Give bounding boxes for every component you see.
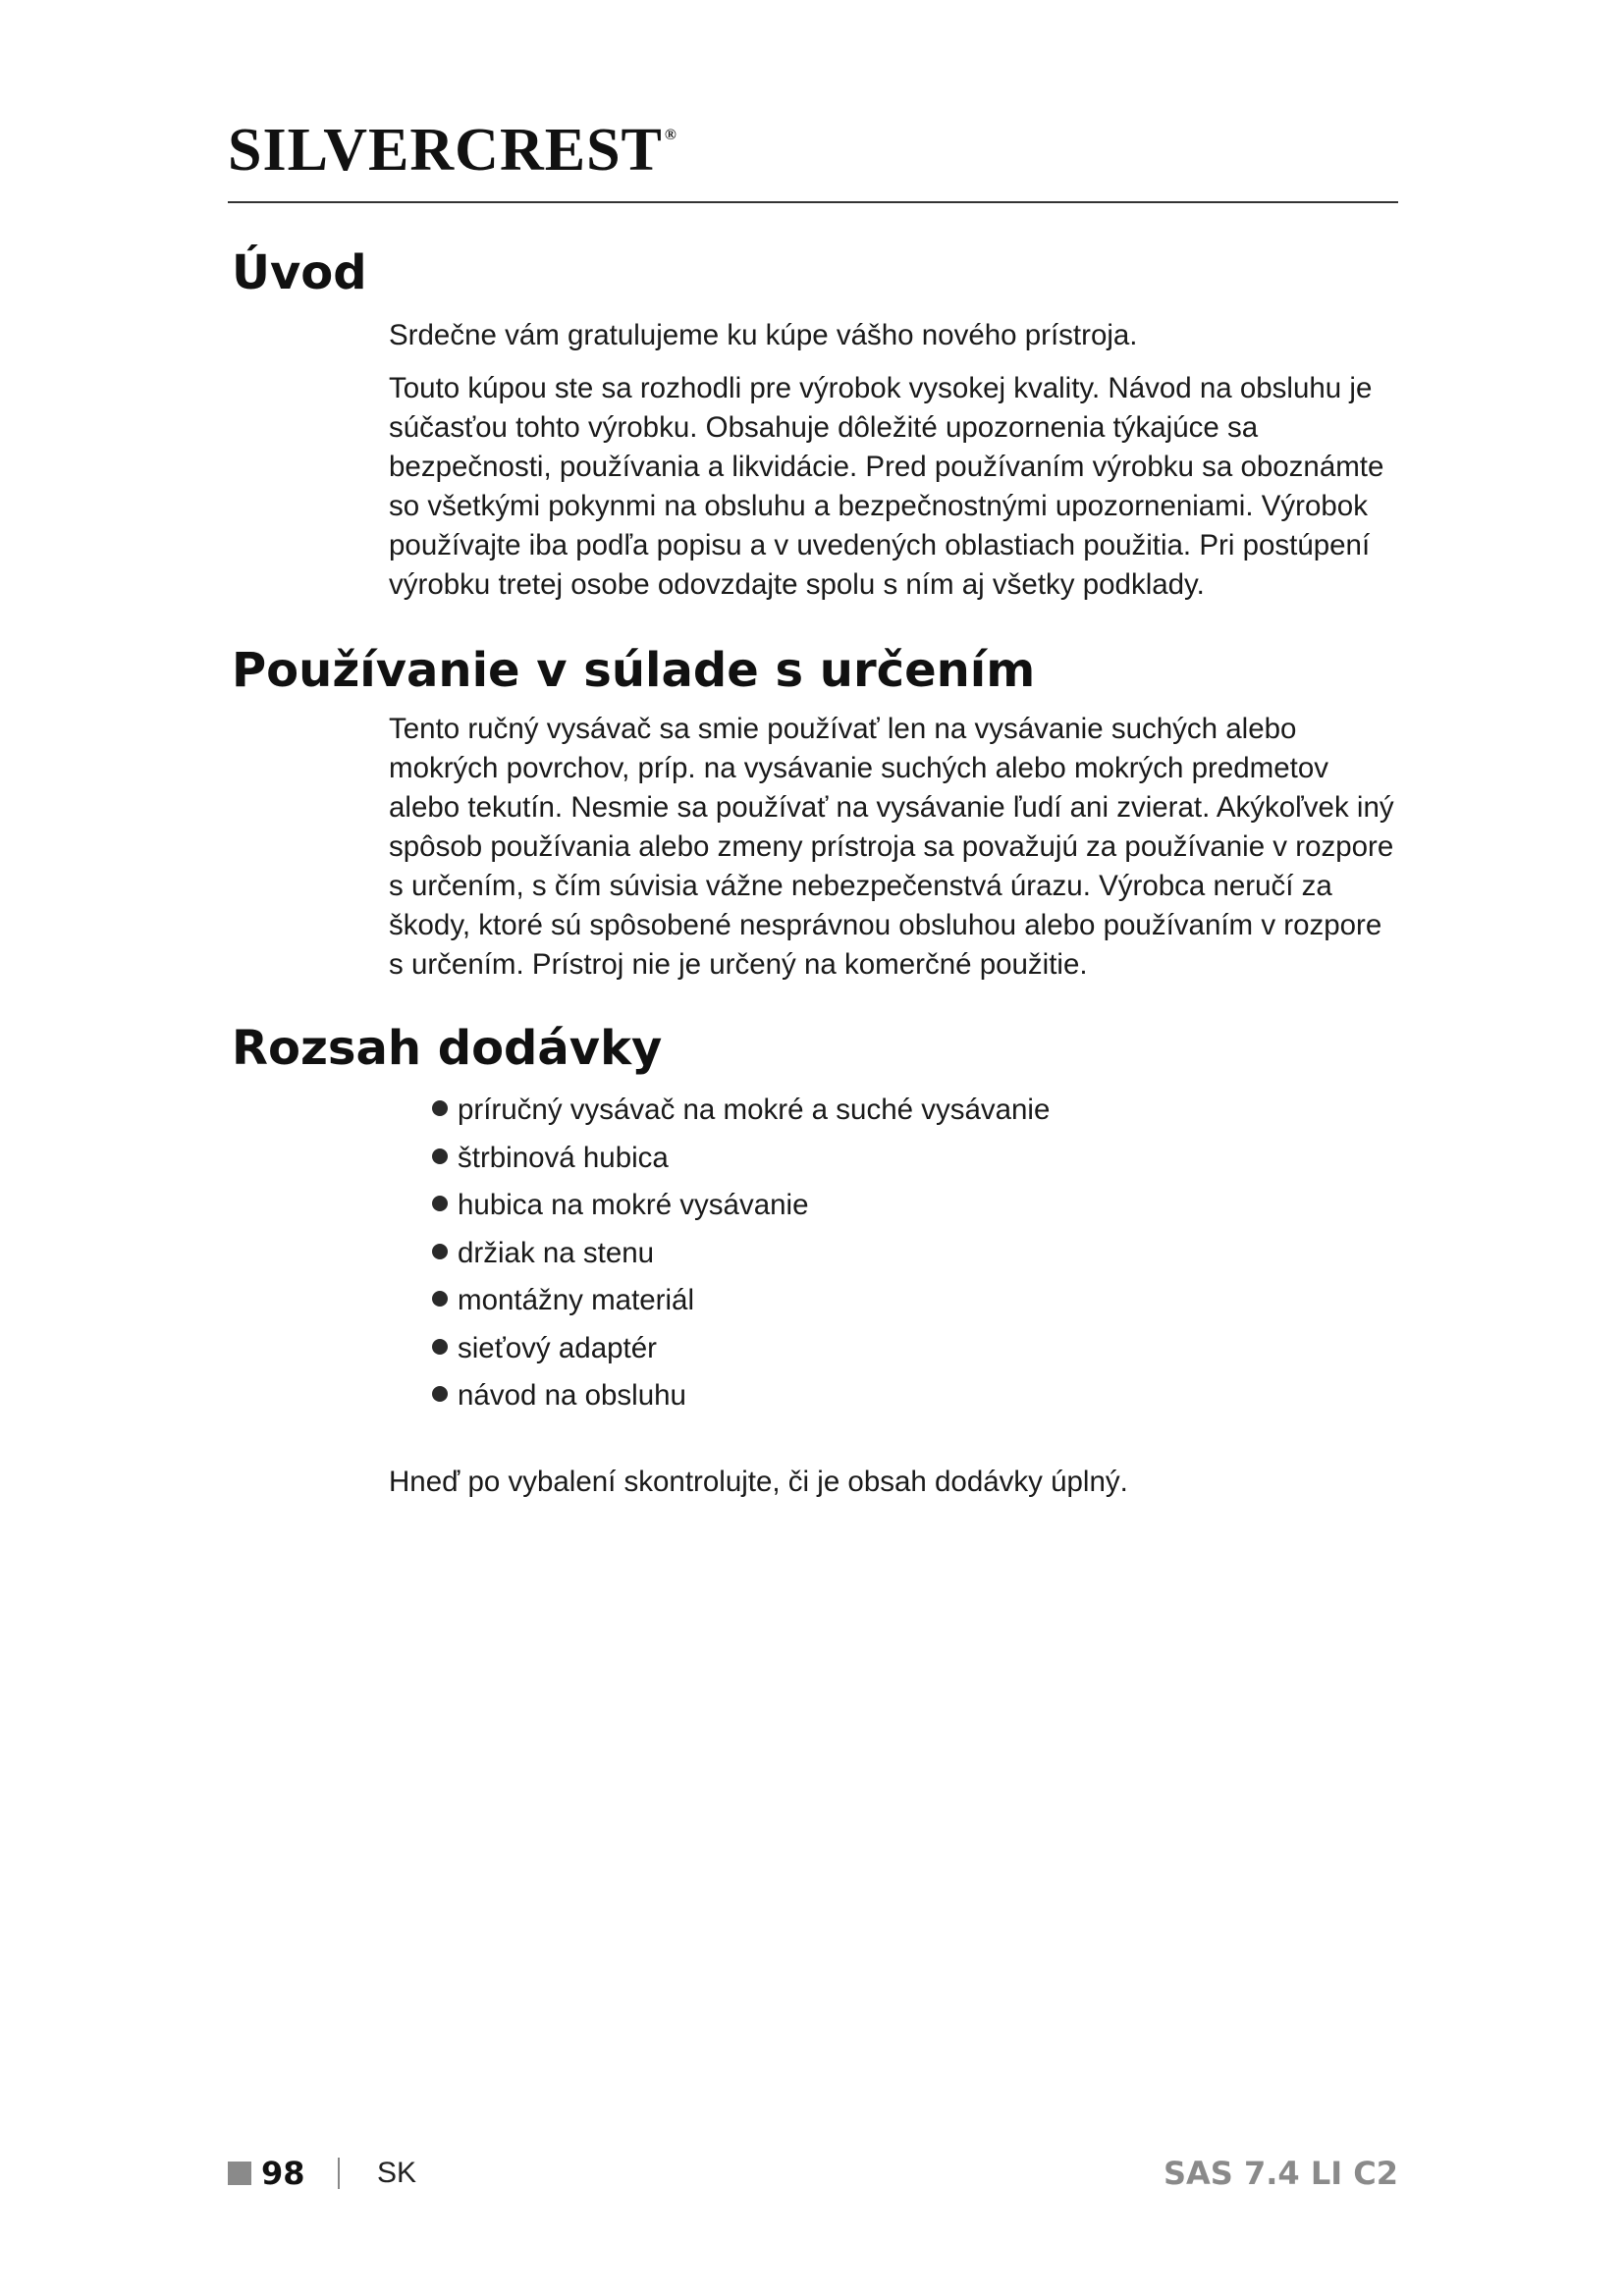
bullet-icon [432,1339,448,1355]
intended-use-paragraph: Tento ručný vysávač sa smie používať len na vysávanie suchých alebo mokrých povrchov, príp. na vysávanie suchých alebo mokrých predmetov alebo tekutín. Nesmie sa používať na vysávanie ľudí ani zvierat. Akýkoľvek iný spôsob používania alebo zmeny prístroja sa považujú za používanie v rozpore s určením, s čím súvisia vážne nebezpečenstvá úrazu. Výrobca neručí za škody, ktoré sú spôsobené nesprávnou obsluhou alebo používaním v rozpore s určením. Prístroj nie je určený na komerčné použitie. [389,713,1394,981]
list-item-label: sieťový adaptér [458,1331,657,1364]
list-item [432,1182,1050,1230]
bullet-icon [432,1386,448,1402]
model-number: SAS 7.4 LI C2 [1163,2155,1398,2192]
page-number: 98 [261,2155,305,2192]
list-item [432,1277,1050,1325]
language-code: SK [377,2157,417,2189]
brand-logo [228,117,677,184]
intro-paragraph-2: Touto kúpou ste sa rozhodli pre výrobok vysokej kvality. Návod na obsluhu je súčasťou tohto výrobku. Obsahuje dôležité upozornenia týkajúce sa bezpečnosti, používania a likvidácie. Pred používaním výrobku sa oboznámte so všetkými pokynmi na obsluhu a bezpečnostnými upozorneniami. Výrobok používajte iba podľa popisu a v uvedených oblastiach použitia. Pri postúpení výrobku tretej osobe odovzdajte spolu s ním aj všetky podklady. [389,372,1384,601]
list-item-label: štrbinová hubica [458,1141,669,1174]
bullet-icon [432,1148,448,1164]
section-title-intended-use: Používanie v súlade s určením [232,643,1036,698]
intro-paragraph-1: Srdečne vám gratulujeme ku kúpe vášho nového prístroja. [389,319,1138,351]
brand-logo-text: SILVERCREST [228,117,663,184]
list-item-label: hubica na mokré vysávanie [458,1189,809,1221]
list-item [432,1372,1050,1420]
footer-square-icon [228,2162,251,2185]
section-title-delivery: Rozsah dodávky [232,1021,663,1076]
header-divider [228,201,1398,203]
bullet-icon [432,1291,448,1307]
list-item [432,1087,1050,1135]
page-footer [228,2154,1398,2193]
bullet-icon [432,1100,448,1116]
delivery-list [432,1087,1050,1420]
section-title-intro: Úvod [232,245,367,300]
footer-divider [338,2158,340,2189]
list-item-label: návod na obsluhu [458,1379,686,1412]
list-item [432,1135,1050,1183]
list-item [432,1230,1050,1278]
list-item-label: držiak na stenu [458,1236,655,1269]
registered-mark: ® [664,127,677,143]
list-item [432,1325,1050,1373]
bullet-icon [432,1196,448,1211]
bullet-icon [432,1244,448,1259]
list-item-label: príručný vysávač na mokré a suché vysávanie [458,1094,1051,1126]
delivery-note: Hneď po vybalení skontrolujte, či je obsah dodávky úplný. [389,1466,1128,1498]
list-item-label: montážny materiál [458,1284,695,1316]
